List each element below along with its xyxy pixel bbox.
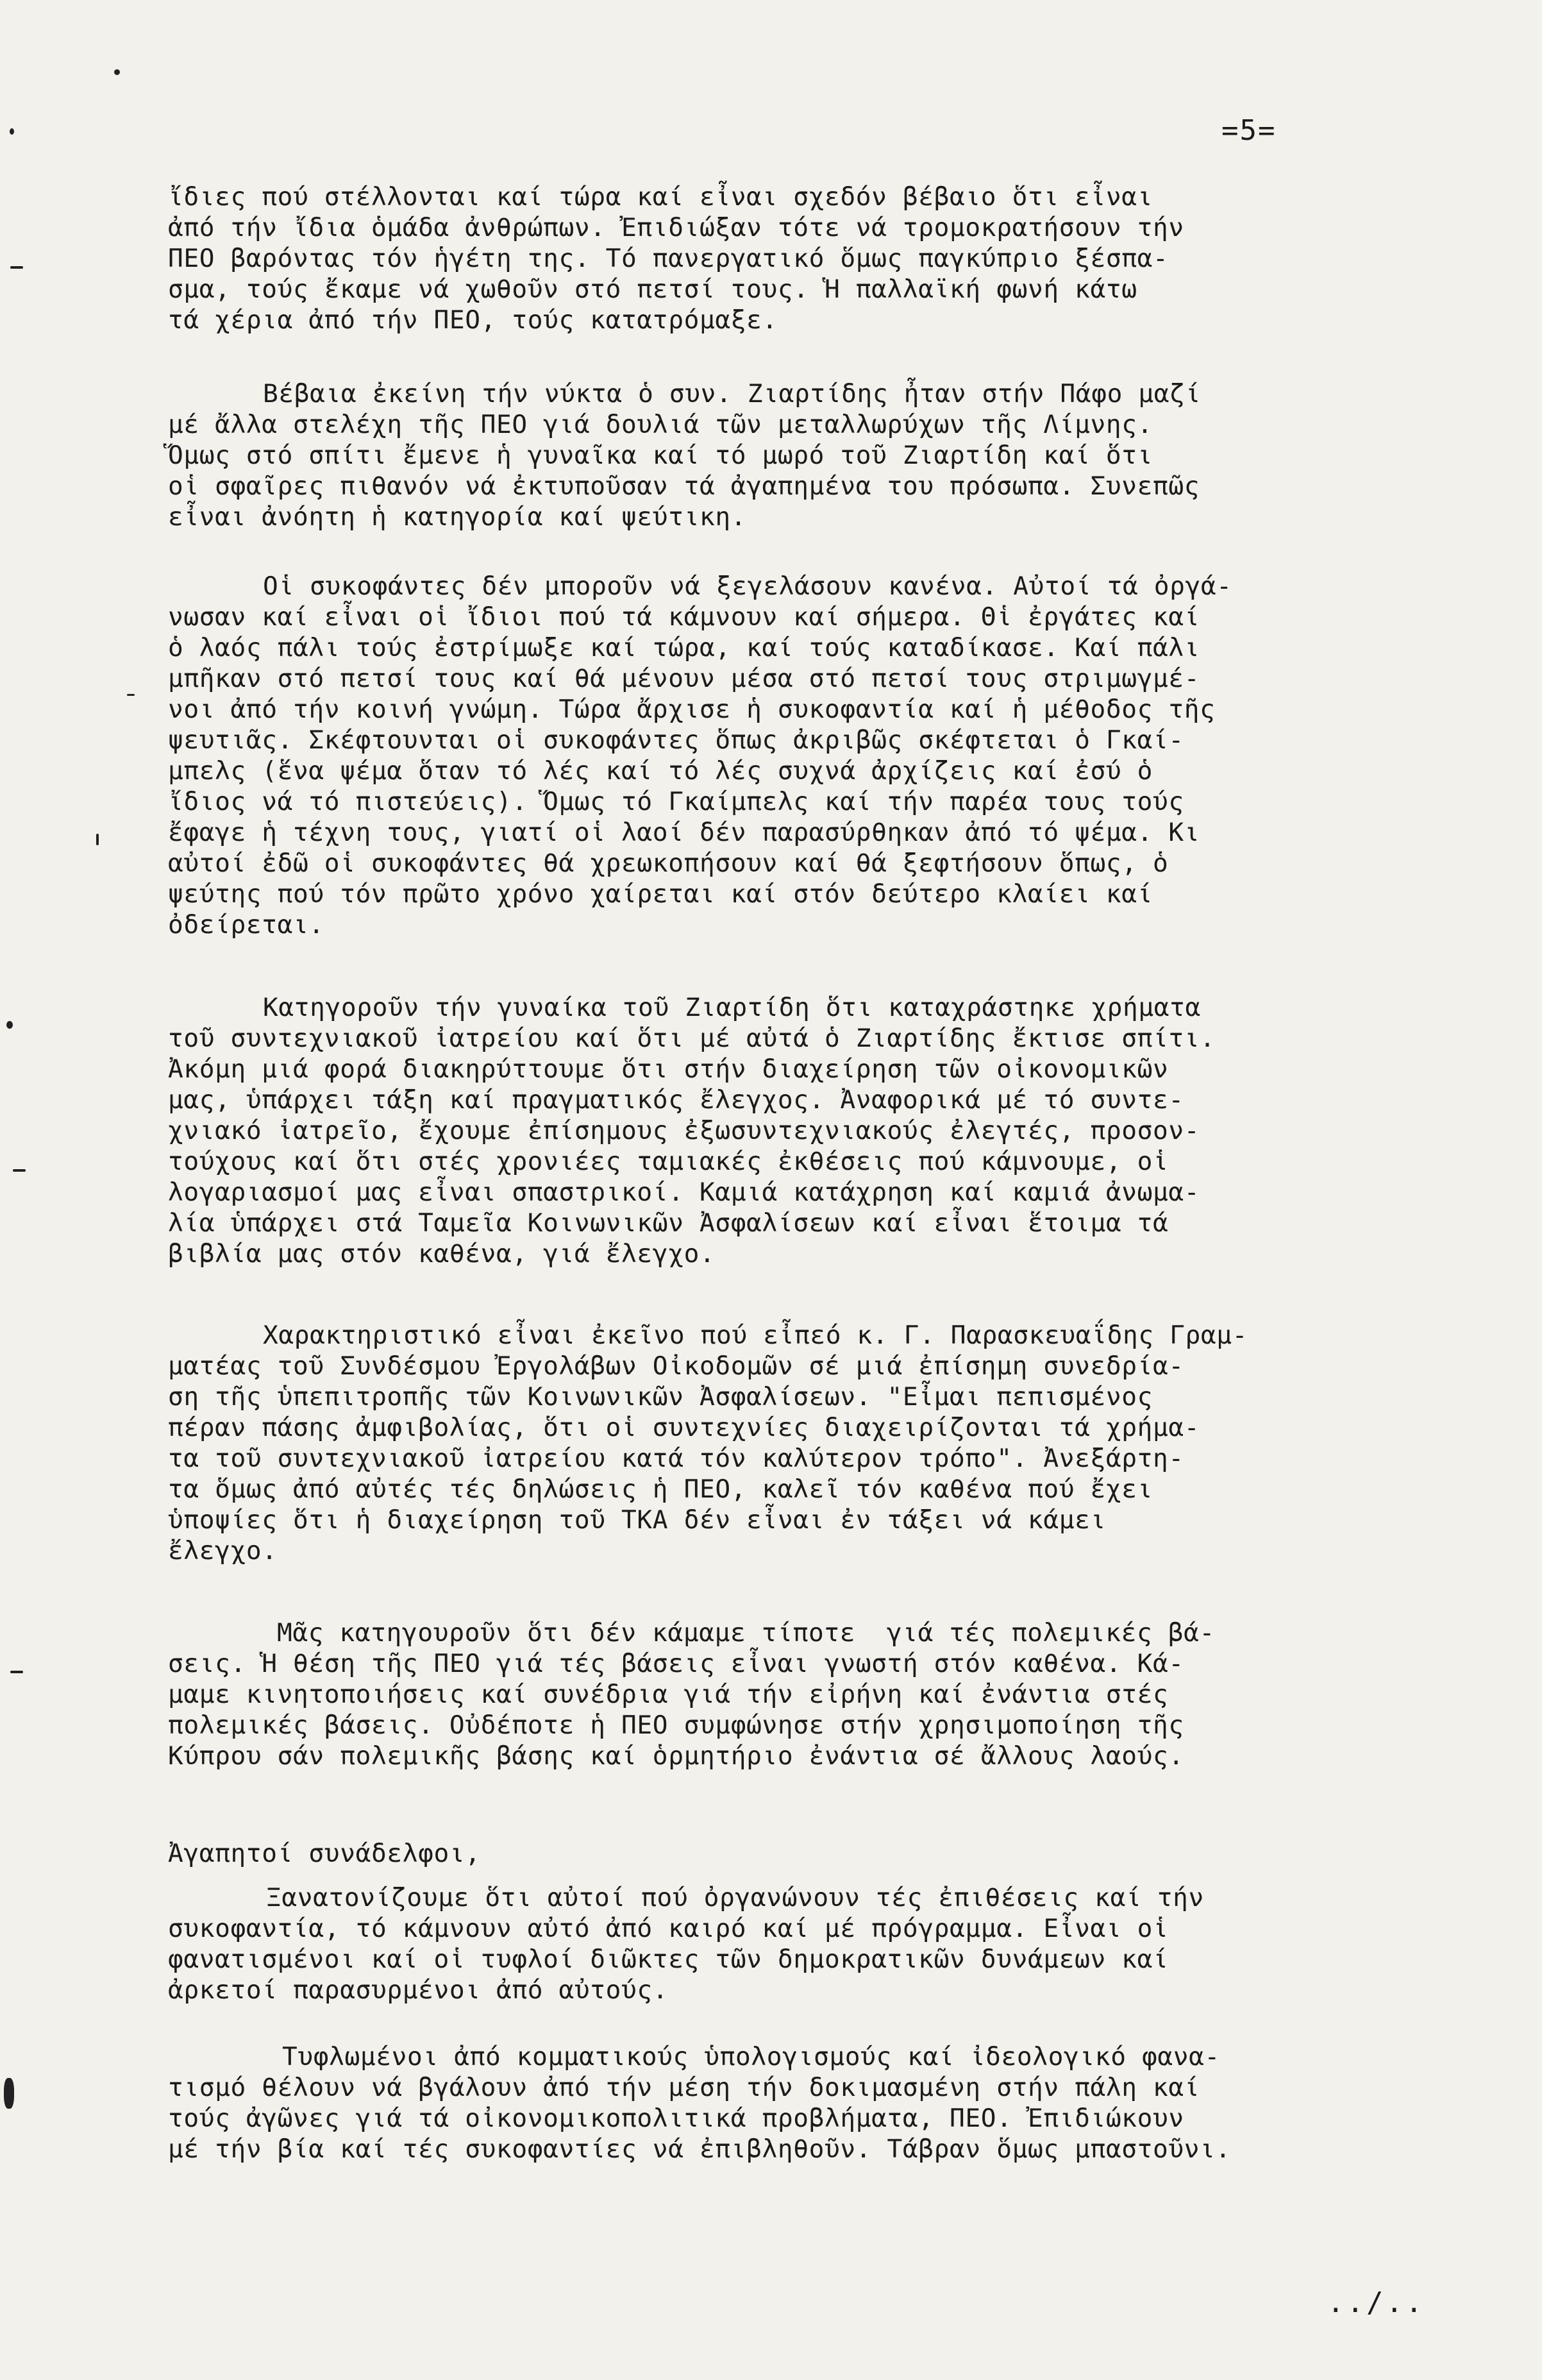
scan-speck (10, 1671, 23, 1673)
text-line: ἴδιες πού στέλλονται καί τώρα καί εἶναι σχεδόν βέβαιο ὅτι εἶναι (168, 182, 1153, 212)
text-line: νωσαν καί εἶναι οἱ ἴδιοι πού τά κάμνουν καί σήμερα. Θἱ ἐργάτες καί (168, 602, 1200, 632)
text-line: Μᾶς κατηγουροῦν ὅτι δέν κάμαμε τίποτε γιά τές πολεμικές βά- (277, 1618, 1215, 1648)
text-line: τισμό θέλουν νά βγάλουν ἀπό τήν μέση τήν δοκιμασμένη στήν πάλη καί (168, 2073, 1200, 2102)
continuation-mark: ../.. (1327, 2286, 1425, 2319)
text-line: σεις. Ἡ θέση τῆς ΠΕΟ γιά τές βάσεις εἶναι γνωστή στόν καθένα. Κά- (168, 1649, 1184, 1678)
scan-speck (10, 266, 23, 269)
text-line: ΠΕΟ βαρόντας τόν ἡγέτη της. Τό πανεργατικό ὅμως παγκύπριο ξέσπα- (168, 244, 1169, 273)
text-line: ὁ λαός πάλι τούς ἐστρίμωξε καί τώρα, καί τούς καταδίκασε. Καί πάλι (168, 633, 1200, 663)
text-line: μπελς (ἕνα ψέμα ὅταν τό λές καί τό λές συχνά ἀρχίζεις καί ἐσύ ὁ (168, 756, 1153, 786)
text-line: ἴδιος νά τό πιστεύεις). Ὅμως τό Γκαίμπελς καί τήν παρέα τους τούς (168, 787, 1184, 816)
text-line: ψευτιᾶς. Σκέφτουνται οἱ συκοφάντες ὅπως ἀκριβῶς σκέφτεται ὁ Γκαί- (168, 725, 1184, 755)
text-line: φανατισμένοι καί οἱ τυφλοί διῶκτες τῶν δημοκρατικῶν δυνάμεων καί (168, 1945, 1169, 1974)
text-line: τα τοῦ συντεχνιακοῦ ἰατρείου κατά τόν καλύτερον τρόπο". Ἀνεξάρτη- (168, 1444, 1184, 1473)
text-line: λία ὑπάρχει στά Ταμεῖα Κοινωνικῶν Ἀσφαλίσεων καί εἶναι ἕτοιμα τά (168, 1208, 1169, 1238)
text-line: Τυφλωμένοι ἀπό κομματικούς ὑπολογισμούς καί ἰδεολογικό φανα- (282, 2042, 1220, 2072)
text-line: σμα, τούς ἔκαμε νά χωθοῦν στό πετσί τους. Ἡ παλλαϊκή φωνή κάτω (168, 274, 1137, 304)
text-line: Ἀκόμη μιά φορά διακηρύττουμε ὅτι στήν διαχείρηση τῶν οἰκονομικῶν (168, 1054, 1169, 1084)
text-line: τούς ἀγῶνες γιά τά οἰκονομικοπολιτικά προβλήματα, ΠΕΟ. Ἐπιδιώκουν (168, 2104, 1184, 2133)
text-line: μέ ἄλλα στελέχη τῆς ΠΕΟ γιά δουλιά τῶν μεταλλωρύχων τῆς Λίμνης. (168, 410, 1153, 439)
scan-speck (10, 128, 14, 135)
text-line: ματέας τοῦ Συνδέσμου Ἐργολάβων Οἰκοδομῶν σέ μιά ἐπίσημη συνεδρία- (168, 1351, 1184, 1381)
text-line: Οἱ συκοφάντες δέν μποροῦν νά ξεγελάσουν κανένα. Αὐτοί τά ὀργά- (263, 571, 1232, 601)
text-line: ἔφαγε ἡ τέχνη τους, γιατί οἱ λαοί δέν παρασύρθηκαν ἀπό τό ψέμα. Κι (168, 818, 1200, 847)
text-line: συκοφαντία, τό κάμνουν αὐτό ἀπό καιρό καί μέ πρόγραμμα. Εἶναι οἱ (168, 1914, 1169, 1943)
text-line: τά χέρια ἀπό τήν ΠΕΟ, τούς κατατρόμαξε. (168, 305, 778, 335)
text-line: ὀδείρεται. (168, 910, 324, 940)
text-line: Ὅμως στό σπίτι ἔμενε ἡ γυναῖκα καί τό μωρό τοῦ Ζιαρτίδη καί ὅτι (168, 441, 1153, 470)
text-line: εἶναι ἀνόητη ἡ κατηγορία καί ψεύτικη. (168, 502, 747, 532)
text-line: Χαρακτηριστικό εἶναι ἐκεῖνο πού εἶπεό κ. Γ. Παρασκευαΐδης Γραμ- (263, 1321, 1248, 1350)
text-line: οἱ σφαῖρες πιθανόν νά ἐκτυποῦσαν τά ἀγαπημένα του πρόσωπα. Συνεπῶς (168, 471, 1200, 501)
text-line: αὐτοί ἐδῶ οἱ συκοφάντες θά χρεωκοπήσουν καί θά ξεφτήσουν ὅπως, ὁ (168, 848, 1169, 878)
text-line: μπῆκαν στό πετσί τους καί θά μένουν μέσα στό πετσί τους στριμωγμέ- (168, 664, 1200, 693)
scan-speck (96, 834, 99, 845)
text-line: ἀπό τήν ἴδια ὁμάδα ἀνθρώπων. Ἐπιδιώξαν τότε νά τρομοκρατήσουν τήν (168, 213, 1184, 242)
text-line: ση τῆς ὑπεπιτροπῆς τῶν Κοινωνικῶν Ἀσφαλίσεων. "Εἶμαι πεπισμένος (168, 1382, 1153, 1412)
text-line: βιβλία μας στόν καθένα, γιά ἔλεγχο. (168, 1239, 716, 1269)
text-line: ἀρκετοί παρασυρμένοι ἀπό αὐτούς. (168, 1975, 669, 2005)
text-line: χνιακό ἰατρεῖο, ἔχουμε ἐπίσημους ἐξωσυντεχνιακούς ἐλεγτές, προσον- (168, 1116, 1200, 1145)
scan-speck (6, 1021, 13, 1029)
text-line: Βέβαια ἐκείνη τήν νύκτα ὁ συν. Ζιαρτίδης ἦταν στήν Πάφο μαζί (263, 379, 1201, 409)
scan-speck (13, 1169, 26, 1172)
text-line: ὑποψίες ὅτι ἡ διαχείρηση τοῦ ΤΚΑ δέν εἶναι ἐν τάξει νά κάμει (168, 1505, 1106, 1535)
text-line: τα ὅμως ἀπό αὐτές τές δηλώσεις ἡ ΠΕΟ, καλεῖ τόν καθένα πού ἔχει (168, 1474, 1153, 1504)
scan-speck (4, 2078, 14, 2109)
text-line: Ξανατονίζουμε ὅτι αὐτοί πού ὀργανώνουν τές ἐπιθέσεις καί τήν (266, 1883, 1204, 1912)
text-line: τοῦ συντεχνιακοῦ ἰατρείου καί ὅτι μέ αὐτά ὁ Ζιαρτίδης ἔκτισε σπίτι. (168, 1024, 1216, 1053)
text-line: νοι ἀπό τήν κοινή γνώμη. Τώρα ἄρχισε ἡ συκοφαντία καί ἡ μέθοδος τῆς (168, 695, 1216, 724)
text-line: Κατηγοροῦν τήν γυναίκα τοῦ Ζιαρτίδη ὅτι καταχράστηκε χρήματα (263, 993, 1201, 1022)
text-line: μας, ὑπάρχει τάξη καί πραγματικός ἔλεγχος. Ἀναφορικά μέ τό συντε- (168, 1085, 1184, 1115)
text-line: μαμε κινητοποιήσεις καί συνέδρια γιά τήν εἰρήνη καί ἐνάντια στές (168, 1680, 1169, 1709)
page-number: =5= (1221, 114, 1277, 147)
text-line: τούχους καί ὅτι στές χρονιέες ταμιακές ἐκθέσεις πού κάμνουμε, οἱ (168, 1147, 1169, 1176)
text-line: πέραν πάσης ἀμφιβολίας, ὅτι οἱ συντεχνίες διαχειρίζονται τά χρήμα- (168, 1413, 1200, 1442)
scan-speck (127, 694, 135, 696)
text-line: λογαριασμοί μας εἶναι σπαστρικοί. Καμιά κατάχρηση καί καμιά ἀνωμα- (168, 1177, 1200, 1207)
salutation: Ἀγαπητοί συνάδελφοι, (168, 1839, 481, 1868)
text-line: ψεύτης πού τόν πρῶτο χρόνο χαίρεται καί στόν δεύτερο κλαίει καί (168, 879, 1153, 909)
text-line: πολεμικές βάσεις. Οὐδέποτε ἡ ΠΕΟ συμφώνησε στήν χρησιμοποίηση τῆς (168, 1710, 1184, 1740)
scan-speck (114, 69, 120, 75)
text-line: μέ τήν βία καί τές συκοφαντίες νά ἐπιβληθοῦν. Τάβραν ὅμως μπαστοῦνι. (168, 2134, 1231, 2164)
text-line: Κύπρου σάν πολεμικῆς βάσης καί ὁρμητήριο ἐνάντια σέ ἄλλους λαούς. (168, 1741, 1184, 1771)
text-line: ἔλεγχο. (168, 1536, 278, 1566)
